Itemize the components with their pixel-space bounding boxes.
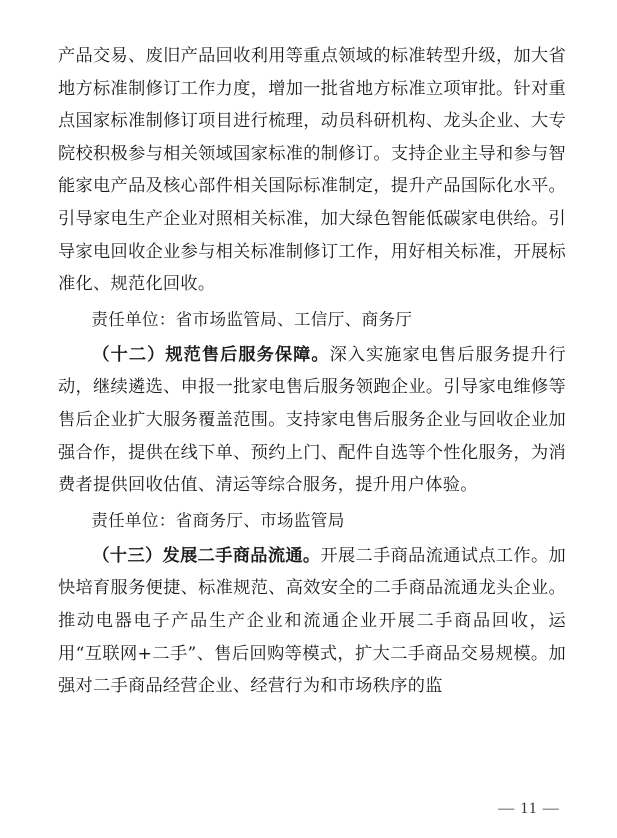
paragraph-standards-continued: 产品交易、废旧产品回收利用等重点领域的标准转型升级，加大省地方标准制修订工作力度，增加一批省地方标准立项审批。针对重点国家标准制修订项目进行梳理，动员科研机构、龙头企业、大专院校积极参与相关领域国家标准的制修订。支持企业主导和参与智能家电产品及核心部件相关国际标准制定，提升产品国际化水平。引导家电生产企业对照相关标准，加大绿色智能低碳家电供给。引导家电回收企业参与相关标准制修订工作，用好相关标准，开展标准化、规范化回收。: [58, 46, 566, 295]
page-number: — 11 —: [498, 800, 560, 817]
document-body: [58, 40, 566, 703]
section-13-paragraph: [58, 540, 566, 703]
section-12-heading: （十二）规范售后服务保障。: [92, 344, 330, 365]
section-12-text: 深入实施家电售后服务提升行动，继续遴选、申报一批家电售后服务领跑企业。引导家电维修等售后企业扩大服务覆盖范围。支持家电售后服务企业与回收企业加强合作，提供在线下单、预约上门、配件自选等个性化服务，为消费者提供回收估值、清运等综合服务，提升用户体验。: [58, 344, 566, 496]
section-13-heading: （十三）发展二手商品流通。: [92, 545, 321, 566]
responsibility-units-standards: 责任单位：省市场监管局、工信厅、商务厅: [91, 309, 413, 329]
responsibility-units-after-sales: 责任单位：省商务厅、市场监管局: [91, 510, 345, 530]
section-12-paragraph: [58, 339, 566, 502]
section-13-text: 开展二手商品流通试点工作。加快培育服务便捷、标准规范、高效安全的二手商品流通龙头企业。推动电器电子产品生产企业和流通企业开展二手商品回收，运用“互联网+二手”、售后回购等模式，扩大二手商品交易规模。加强对二手商品经营企业、经营行为和市场秩序的监: [58, 545, 566, 697]
